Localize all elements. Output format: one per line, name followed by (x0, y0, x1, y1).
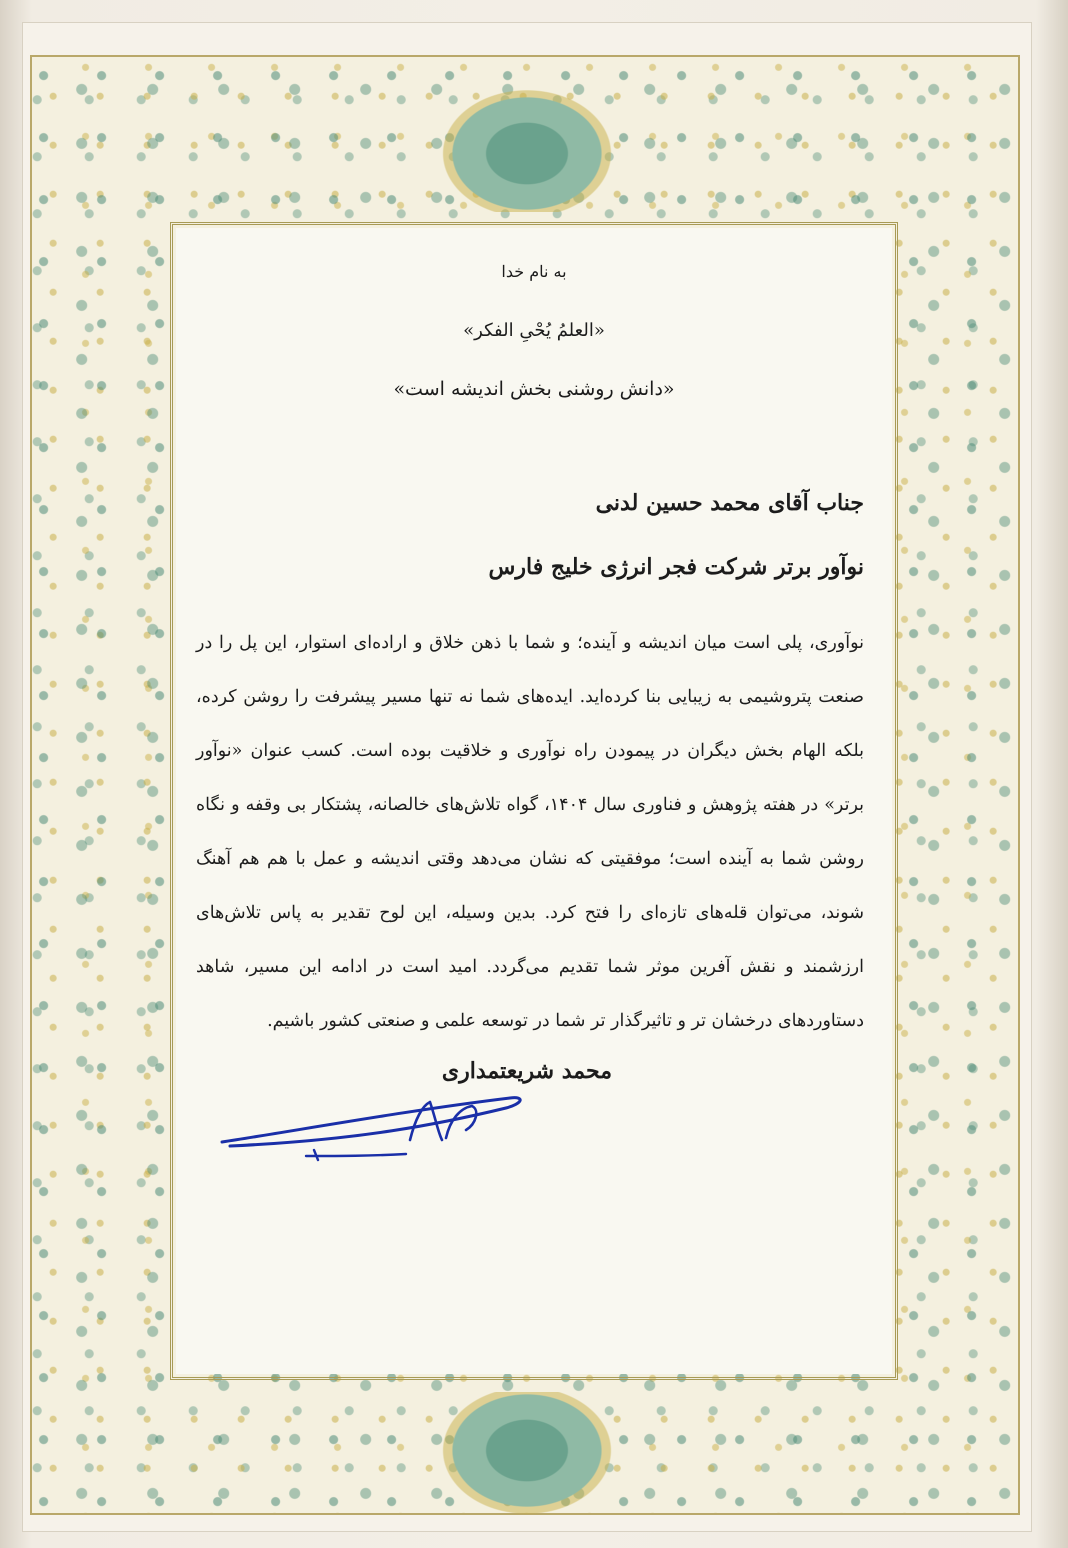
addressee-title: نوآور برتر شرکت فجر انرژی خلیج فارس (488, 554, 864, 580)
certificate-content (176, 228, 892, 1374)
addressee-name: جناب آقای محمد حسین لدنی (595, 490, 864, 516)
invocation-bismillah: به نام خدا (501, 262, 567, 281)
invocation-quote-persian: «دانش روشنی بخش اندیشه است» (393, 378, 675, 400)
certificate-body-text: نوآوری، پلی است میان اندیشه و آینده؛ و شما با ذهن خلاق و اراده‌ای استوار، این پل را در صنعت پتروشیمی به زیبایی بنا کرده‌اید. ایده‌های شما نه تنها مسیر پیشرفت را روشن کرده، بلکه الهام بخش دیگران در پیمودن راه نوآوری و خلاقیت بوده است. کسب عنوان «نوآور برتر» در هفته پژوهش و فناوری سال ۱۴۰۴، گواه تلاش‌های خالصانه، پشتکار بی وقفه و نگاه روشن شما به آینده است؛ موفقیتی که نشان می‌دهد وقتی اندیشه و عمل با هم هم آهنگ شوند، می‌توان قله‌های تازه‌ای را فتح کرد. بدین وسیله، این لوح تقدیر به پاس تلاش‌های ارزشمند و نقش آفرین موثر شما تقدیم می‌گردد. امید است در ادامه این مسیر، شاهد دستاوردهای درخشان تر و تاثیرگذار تر شما در توسعه علمی و صنعتی کشور باشیم. (196, 633, 864, 1031)
bottom-medallion-ornament (432, 1392, 622, 1522)
handwritten-signature (210, 1080, 530, 1170)
invocation-quote-arabic: «العلمُ یُحْیِ الفکر» (463, 320, 605, 341)
signatory-name: محمد شریعتمداری (441, 1058, 612, 1084)
top-medallion-ornament (432, 82, 622, 212)
